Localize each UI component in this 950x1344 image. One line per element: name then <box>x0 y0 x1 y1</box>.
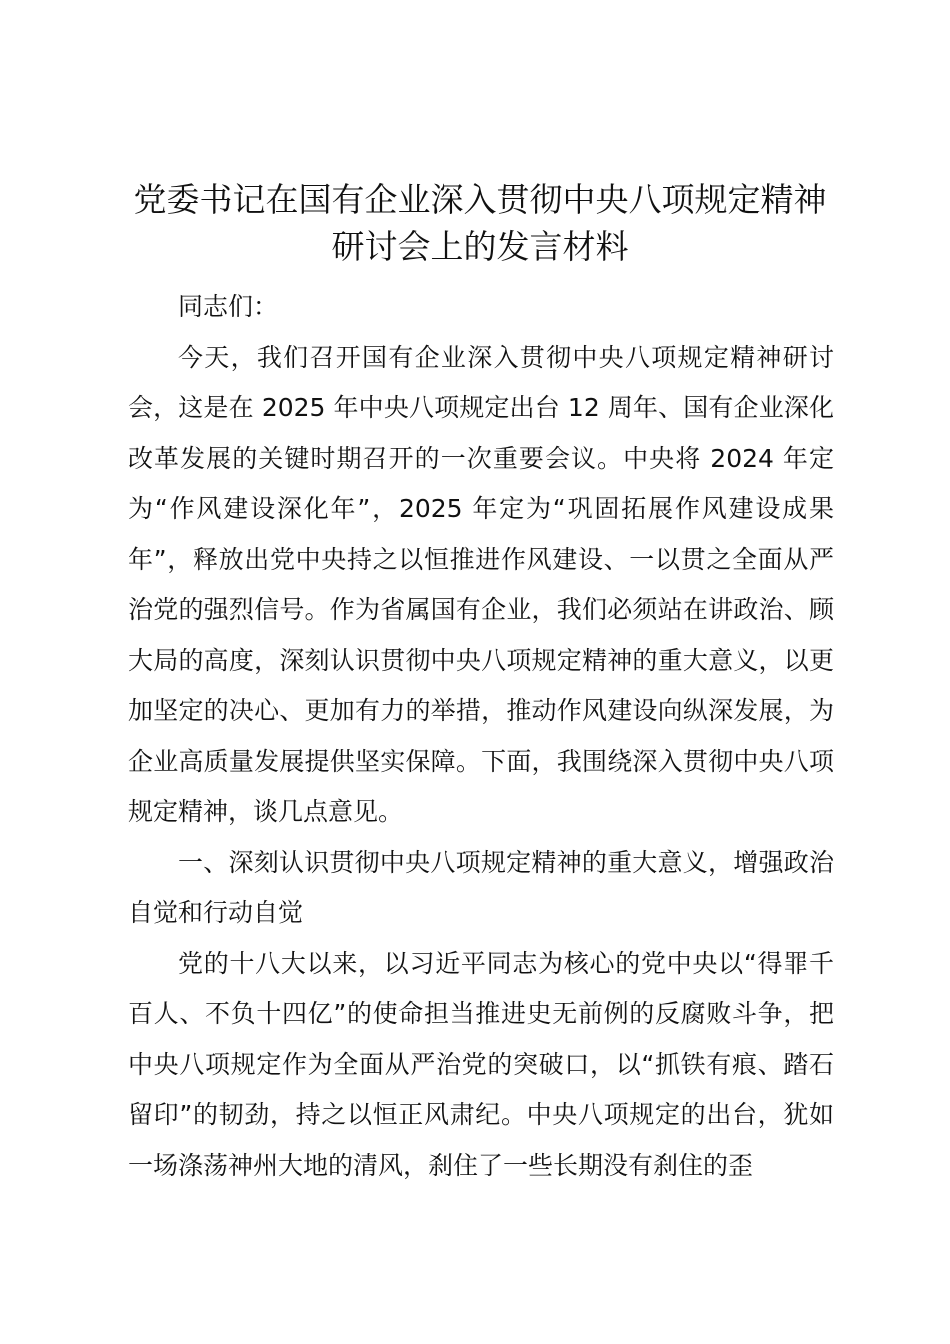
salutation-paragraph: 同志们： <box>178 292 279 321</box>
body-paragraph: 党的十八大以来，以习近平同志为核心的党中央以“得罪千百人、不负十四亿”的使命担当推进史无前例的反腐败斗争，把中央八项规定作为全面从严治党的突破口，以“抓铁有痕、踏石留印”的韧劲，持之以恒正风肃纪。中央八项规定的出台，犹如一场涤荡神州大地的清风，刹住了一些长期没有刹住的歪 <box>128 948 834 1180</box>
document-body <box>128 282 834 1191</box>
intro-paragraph: 今天，我们召开国有企业深入贯彻中央八项规定精神研讨会，这是在 2025 年中央八项规定出台 12 周年、国有企业深化改革发展的关键时期召开的一次重要会议。中央将 2024 年定为“作风建设深化年”，2025 年定为“巩固拓展作风建设成果年”，释放出党中央持之以恒推进作风建设、一以贯之全面从严治党的强烈信号。作为省属国有企业，我们必须站在讲政治、顾大局的高度，深刻认识贯彻中央八项规定精神的重大意义，以更加坚定的决心、更加有力的举措，推动作风建设向纵深发展，为企业高质量发展提供坚实保障。下面，我围绕深入贯彻中央八项规定精神，谈几点意见。 <box>128 342 834 826</box>
section-heading: 一、深刻认识贯彻中央八项规定精神的重大意义，增强政治自觉和行动自觉 <box>128 847 834 927</box>
document-title: 党委书记在国有企业深入贯彻中央八项规定精神研讨会上的发言材料 <box>133 180 827 266</box>
